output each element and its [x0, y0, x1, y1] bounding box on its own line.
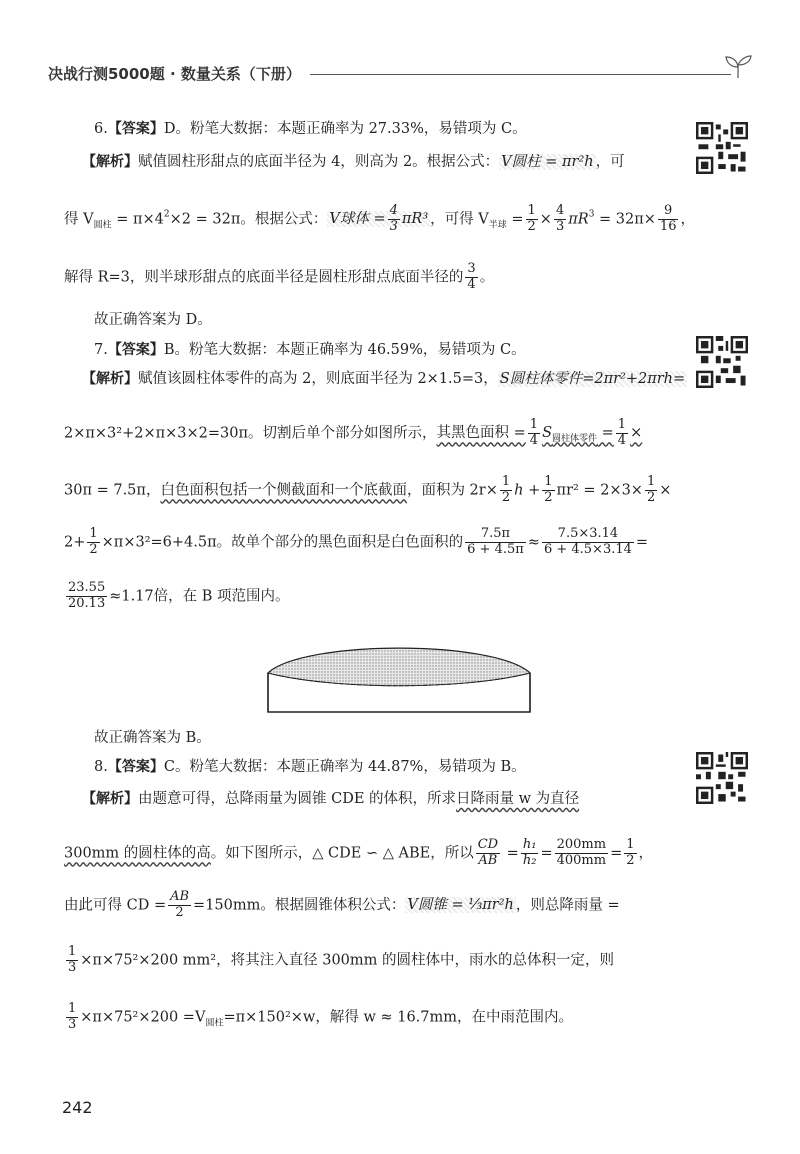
analysis-tag: 【解析】 [82, 791, 138, 807]
answer-tag: 【答案】 [107, 342, 164, 358]
fraction: $\frac{3}{4}$ [467, 261, 476, 292]
q6-conclusion: 故正确答案为 D。 [94, 312, 212, 328]
q6-analysis-line-2: 得 $V_{圆柱} = \pi\times 4^2\times 2 = 32\pi$。根据公式： V球体 = $\frac{4}{3}$ πR³ ，可得 $V_{半球}$ = $\frac{1}{2}$ × $\frac{4}{3}$ $\pi R^3 = 32\pi\times$ $\frac{9}{16}$ ， [64, 203, 695, 234]
answer-tag: 【答案】 [107, 121, 164, 137]
fraction: $\frac{\text{h₁}}{\text{h₂}}$ [522, 837, 537, 868]
fraction: $\frac{1}{2}$ [501, 474, 511, 505]
fraction: $\frac{1}{3}$ [68, 1001, 77, 1032]
question-number: 6. [94, 121, 108, 137]
fraction: $\frac{1}{4}$ [617, 417, 627, 448]
fraction: $\frac{1}{2}$ [544, 474, 553, 505]
fraction: $\frac{23.55}{20.13}$ [68, 580, 106, 611]
q7-analysis-line-2: 2×π×3²+2×π×3×2=30π。切割后单个部分如图所示，其黑色面积 = $\frac{1}{4}$ $S_{圆柱体零件}$ = $\frac{1}{4}$ × [64, 417, 643, 448]
q8-analysis-line-5: $\frac{1}{3}$ $\times\pi\times 75^2\times 200 =V_{圆柱}=\pi\times 150^2\times w$，解得 w ≈ 16.7mm，在中雨范围内。 [68, 1001, 574, 1032]
fraction: $\frac{1}{2}$ [527, 203, 536, 234]
cut-cylinder-figure [264, 638, 534, 716]
question-number: 7. [94, 342, 108, 358]
q8-analysis-line-1: 【解析】由题意可得，总降雨量为圆锥 CDE 的体积，所求日降雨量 w 为直径 [82, 791, 580, 807]
q6-analysis-line-3: 解得 R=3，则半球形甜点的底面半径是圆柱形甜点底面半径的 $\frac{3}{4}$ 。 [64, 261, 495, 292]
sprout-icon [723, 54, 753, 80]
fraction: $\frac{4}{3}$ [555, 203, 565, 234]
formula-cylinder-volume: V圆柱 = πr²h [501, 154, 594, 170]
analysis-tag: 【解析】 [82, 371, 138, 387]
q8-analysis-line-3: 由此可得 CD = $\frac{AB}{2}$ =150mm。根据圆锥体积公式： V圆锥 = ⅓πr²h ，则总降雨量 = [64, 889, 620, 920]
q6-answer-line [94, 122, 704, 137]
fraction: $\frac{AB}{2}$ [170, 889, 190, 920]
fraction: $\frac{9}{16}$ [659, 203, 677, 234]
fraction: $\frac{7.5\times 3.14}{6 + 4.5\times 3.14}$ [543, 526, 632, 557]
fraction: $\frac{1}{2}$ [626, 837, 635, 868]
formula-cone-volume: V圆锥 = ⅓πr²h [407, 897, 514, 914]
q8-answer-line [94, 760, 704, 775]
formula-sphere-volume: V球体 = $\frac{4}{3}$ πR³ [329, 203, 429, 234]
answer-text: B。粉笔大数据：本题正确率为 46.59%，易错项为 C。 [163, 342, 526, 358]
analysis-tag: 【解析】 [82, 154, 138, 170]
fraction: $\frac{CD}{AB}$ [477, 837, 499, 868]
q8-analysis-line-4: $\frac{1}{3}$ ×π×75²×200 mm²，将其注入直径 300mm 的圆柱体中，雨水的总体积一定，则 [68, 944, 615, 975]
q7-analysis-line-5: $\frac{23.55}{20.13}$ ≈1.17倍，在 B 项范围内。 [68, 580, 290, 611]
fraction: $\frac{1}{4}$ [529, 417, 539, 448]
q7-analysis-line-4: 2+ $\frac{1}{2}$ ×π×3²=6+4.5π。故单个部分的黑色面积是白色面积的 $\frac{7.5\pi}{6 + 4.5\pi}$ ≈ $\frac{7.5\times 3.14}{6 + 4.5\times 3.14}$ = [64, 526, 649, 557]
q7-analysis-line-3: 30π = 7.5π，白色面积包括一个侧截面和一个底截面，面积为 2r× $\frac{1}{2}$ h + $\frac{1}{2}$ πr² = 2×3× $\frac{1}{2}$ × [64, 474, 672, 505]
q7-analysis-line-1: 【解析】赋值该圆柱体零件的高为 2，则底面半径为 2×1.5=3， S圆柱体零件=2πr²+2πrh= [82, 371, 686, 387]
running-header [48, 62, 753, 86]
q7-answer-line [94, 343, 704, 358]
page-number: 242 [62, 1098, 93, 1117]
q7-conclusion: 故正确答案为 B。 [94, 730, 211, 746]
fraction: $\frac{7.5\pi}{6 + 4.5\pi}$ [467, 526, 524, 557]
answer-text: D。粉笔大数据：本题正确率为 27.33%，易错项为 C。 [163, 121, 527, 137]
fraction: $\frac{1}{3}$ [68, 944, 77, 975]
book-title: 决战行测5000题 · 数量关系（下册） [48, 65, 301, 83]
q6-analysis-line-1: 【解析】赋值圆柱形甜点的底面半径为 4，则高为 2。根据公式： V圆柱 = πr²h ，可 [82, 154, 625, 170]
fraction: $\frac{1}{2}$ [646, 474, 656, 505]
header-rule [310, 74, 731, 75]
q8-analysis-line-2: 300mm 的圆柱体的高。如下图所示，△ CDE ∽ △ ABE，所以 $\frac{CD}{AB}$ = $\frac{\text{h₁}}{\text{h₂}}$ = $\frac{200mm}{400mm}$ = $\frac{1}{2}$ ， [64, 837, 653, 868]
formula-cylinder-surface: S圆柱体零件=2πr²+2πrh= [499, 371, 686, 387]
answer-tag: 【答案】 [107, 759, 164, 775]
fraction: $\frac{1}{2}$ [89, 526, 98, 557]
question-number: 8. [94, 759, 108, 775]
answer-text: C。粉笔大数据：本题正确率为 44.87%，易错项为 B。 [163, 759, 526, 775]
fraction: $\frac{200mm}{400mm}$ [556, 837, 607, 868]
